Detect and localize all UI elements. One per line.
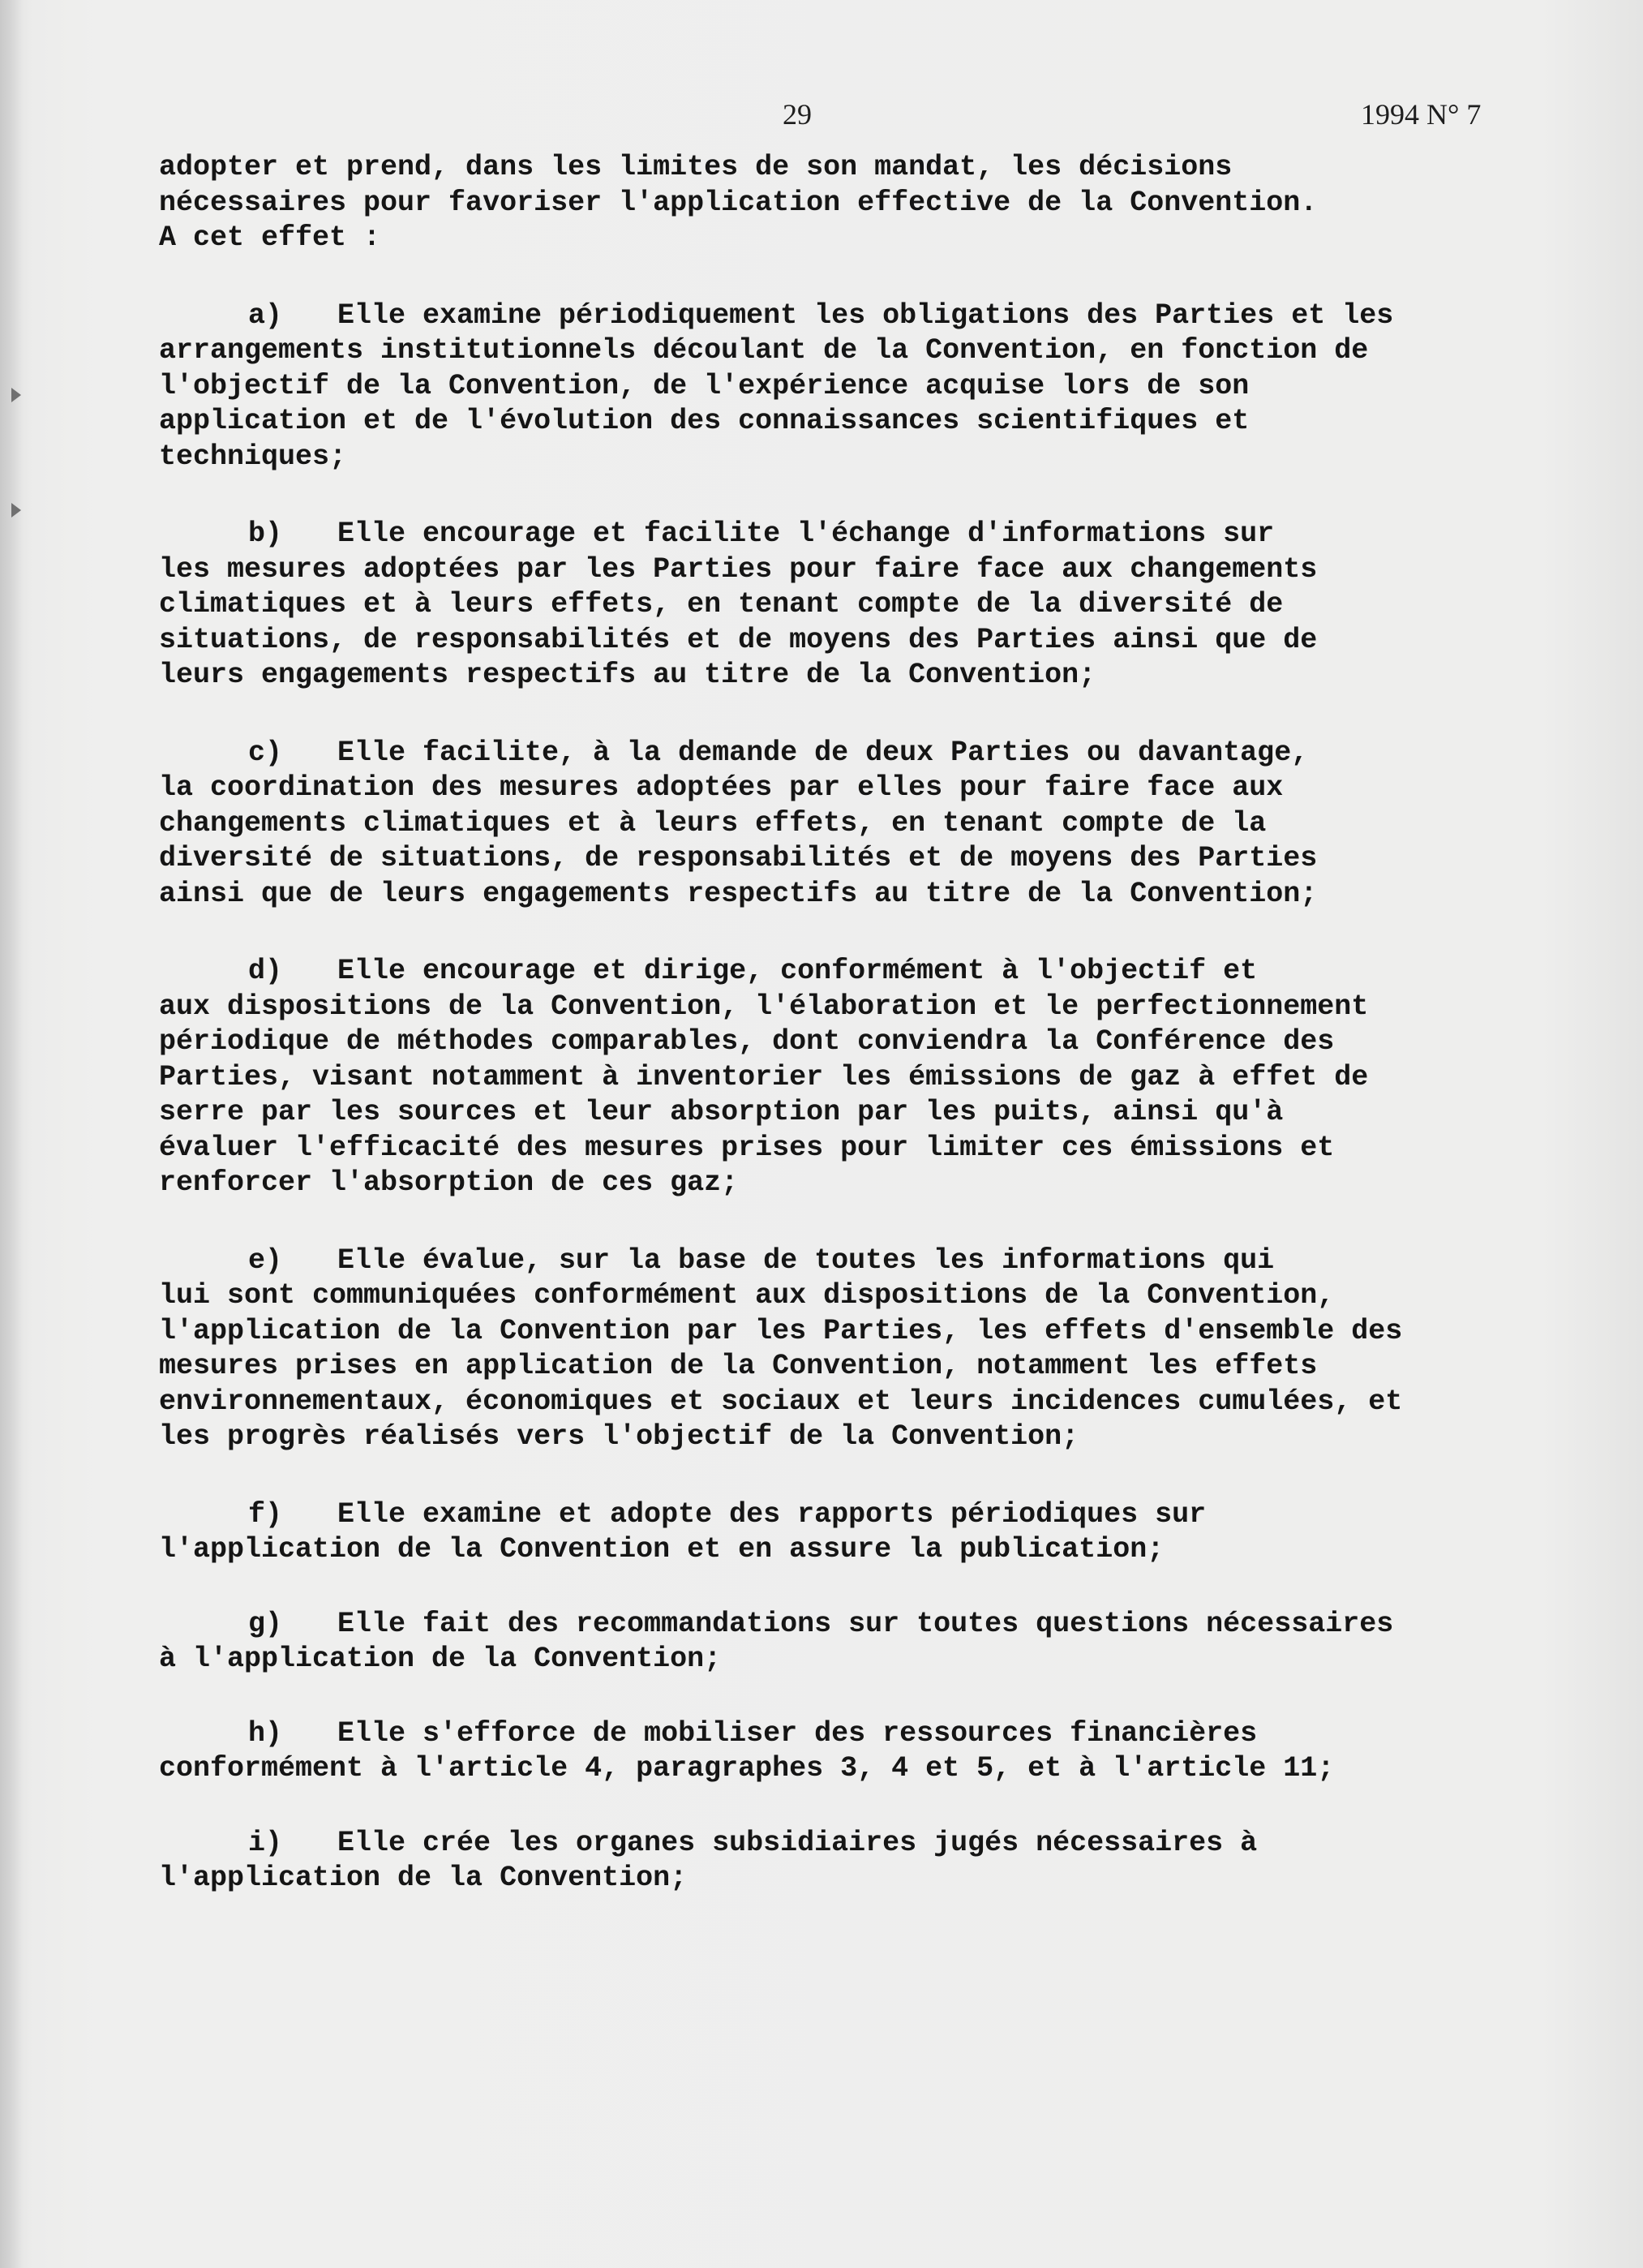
item-letter: i) <box>248 1826 283 1859</box>
binding-hole-mark <box>11 503 21 518</box>
intro-paragraph <box>143 150 1513 256</box>
item-letter: f) <box>248 1497 283 1531</box>
item-letter: b) <box>248 518 283 550</box>
item-line: Elle examine et adopte des rapports périodiques sur <box>337 1497 1207 1531</box>
item-line: situations, de responsabilités et de moyens des Parties ainsi que de <box>159 623 1318 656</box>
body-text <box>143 150 1513 1896</box>
issue-number: 1994 N° 7 <box>1361 98 1482 131</box>
item-letter: e) <box>248 1244 283 1277</box>
item-line: ainsi que de leurs engagements respectifs au titre de la Convention; <box>159 877 1318 910</box>
item-line: conformément à l'article 4, paragraphes 3, 4 et 5, et à l'article 11; <box>159 1752 1335 1785</box>
item-line: Parties, visant notamment à inventorier les émissions de gaz à effet de <box>159 1060 1369 1093</box>
item-line: serre par les sources et leur absorption par les puits, ainsi qu'à <box>159 1096 1284 1128</box>
item-line: l'objectif de la Convention, de l'expérience acquise lors de son <box>159 369 1250 402</box>
item-line: évaluer l'efficacité des mesures prises pour limiter ces émissions et <box>159 1131 1335 1164</box>
list-item-b <box>143 517 1513 694</box>
item-line: les mesures adoptées par les Parties pour faire face aux changements <box>159 552 1318 586</box>
item-line: la coordination des mesures adoptées par elles pour faire face aux <box>159 771 1284 804</box>
item-line: techniques; <box>159 440 347 473</box>
intro-line: nécessaires pour favoriser l'application effective de la Convention. <box>159 186 1318 219</box>
item-line: l'application de la Convention; <box>159 1862 688 1894</box>
list-item-a <box>143 299 1513 475</box>
page-number: 29 <box>783 98 812 131</box>
item-letter: c) <box>248 736 283 769</box>
item-line: leurs engagements respectifs au titre de la Convention; <box>159 659 1096 691</box>
list-item-i <box>143 1826 1513 1896</box>
item-line: lui sont communiquées conformément aux dispositions de la Convention, <box>159 1279 1335 1312</box>
item-line: les progrès réalisés vers l'objectif de la Convention; <box>159 1420 1079 1453</box>
item-line: diversité de situations, de responsabilités et de moyens des Parties <box>159 842 1318 874</box>
item-line: changements climatiques et à leurs effets, en tenant compte de la <box>159 806 1267 840</box>
intro-line: adopter et prend, dans les limites de son mandat, les décisions <box>159 151 1233 183</box>
item-line: à l'application de la Convention; <box>159 1643 722 1675</box>
item-line: Elle encourage et dirige, conformément à l'objectif et <box>337 955 1258 987</box>
item-line: environnementaux, économiques et sociaux et leurs incidences cumulées, et <box>159 1385 1403 1418</box>
item-line: Elle s'efforce de mobiliser des ressources financières <box>337 1716 1258 1750</box>
list-item-d <box>143 954 1513 1201</box>
list-item-h <box>143 1716 1513 1787</box>
item-line: Elle facilite, à la demande de deux Parties ou davantage, <box>337 736 1309 769</box>
item-line: climatiques et à leurs effets, en tenant compte de la diversité de <box>159 588 1284 621</box>
list-item-e <box>143 1244 1513 1455</box>
list-item-f <box>143 1497 1513 1568</box>
item-line: mesures prises en application de la Convention, notamment les effets <box>159 1350 1318 1382</box>
item-line: Elle évalue, sur la base de toutes les informations qui <box>337 1244 1275 1277</box>
item-line: aux dispositions de la Convention, l'élaboration et le perfectionnement <box>159 990 1369 1023</box>
list-item-c <box>143 736 1513 913</box>
item-line: Elle examine périodiquement les obligations des Parties et les <box>337 299 1394 332</box>
item-line: arrangements institutionnels découlant de la Convention, en fonction de <box>159 334 1369 367</box>
binding-hole-mark <box>11 388 21 402</box>
item-line: l'application de la Convention et en assure la publication; <box>159 1533 1165 1566</box>
item-line: renforcer l'absorption de ces gaz; <box>159 1166 739 1199</box>
item-line: Elle crée les organes subsidiaires jugés nécessaires à <box>337 1826 1258 1859</box>
intro-line: A cet effet : <box>159 221 381 254</box>
list-item-g <box>143 1607 1513 1677</box>
item-line: périodique de méthodes comparables, dont conviendra la Conférence des <box>159 1025 1335 1058</box>
item-line: l'application de la Convention par les Parties, les effets d'ensemble des <box>159 1314 1403 1347</box>
item-line: application et de l'évolution des connaissances scientifiques et <box>159 405 1250 437</box>
page-edge-shadow <box>0 0 23 2268</box>
item-line: Elle encourage et facilite l'échange d'informations sur <box>337 518 1275 550</box>
item-letter: g) <box>248 1607 283 1640</box>
item-letter: a) <box>248 299 283 332</box>
item-line: Elle fait des recommandations sur toutes questions nécessaires <box>337 1607 1394 1640</box>
item-letter: h) <box>248 1716 283 1750</box>
item-letter: d) <box>248 955 283 987</box>
